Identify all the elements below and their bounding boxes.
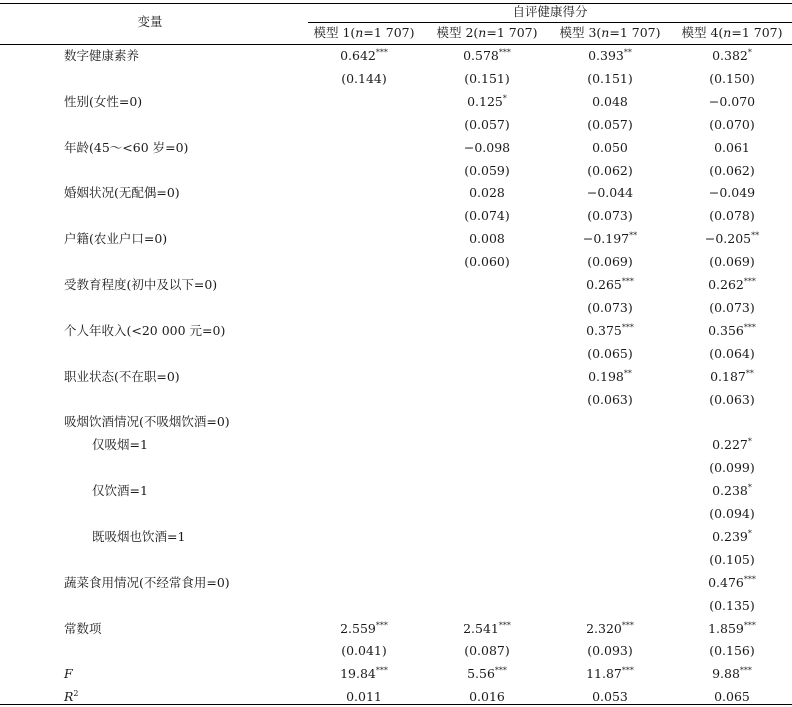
r-symbol: R	[64, 689, 74, 705]
model-header-1: 模型 1(n=1 707)	[313, 25, 415, 40]
coefficient: −0.049	[708, 185, 756, 201]
stat-value: 11.87***	[586, 666, 634, 682]
standard-error: (0.094)	[709, 506, 755, 521]
n-symbol: n	[601, 25, 610, 40]
significance-stars: ***	[375, 666, 388, 676]
row-label: 蔬菜食用情况(不经常食用=0)	[64, 574, 230, 590]
coefficient: −0.205**	[704, 231, 760, 247]
significance-stars: **	[629, 231, 638, 241]
coefficient: 1.859***	[708, 620, 756, 636]
significance-stars: ***	[375, 48, 388, 57]
coefficient: 0.227*	[712, 437, 752, 453]
coefficient: 0.375***	[586, 322, 634, 338]
stat-value: 0.016	[469, 689, 505, 705]
stat-label	[64, 664, 73, 684]
coefficient: −0.044	[586, 185, 634, 201]
coefficient: 2.541***	[463, 620, 511, 636]
coefficient: 2.559***	[340, 620, 388, 636]
coefficient: −0.070	[708, 93, 756, 109]
model-header-3: 模型 3(n=1 707)	[559, 25, 661, 40]
significance-stars: ***	[375, 620, 388, 630]
coefficient: 0.642***	[340, 48, 388, 63]
standard-error: (0.063)	[587, 391, 633, 407]
row-label: 数字健康素养	[64, 48, 140, 63]
standard-error: (0.073)	[587, 208, 633, 224]
significance-stars: ***	[739, 666, 752, 676]
coefficient: 0.239*	[712, 528, 752, 544]
standard-error: (0.073)	[709, 299, 755, 315]
standard-error: (0.105)	[709, 551, 755, 567]
row-label: 常数项	[64, 620, 102, 636]
stat-value: 0.053	[592, 689, 628, 705]
significance-stars: ***	[743, 322, 756, 332]
significance-stars: ***	[621, 620, 634, 630]
n-symbol: n	[723, 25, 732, 40]
row-label: 既吸烟也饮酒=1	[92, 528, 186, 544]
significance-stars: ***	[621, 322, 634, 332]
coefficient: 0.262***	[708, 277, 756, 292]
significance-stars: ***	[743, 620, 756, 630]
row-label: 婚姻状况(无配偶=0)	[64, 185, 180, 201]
coefficient: 0.187**	[710, 368, 754, 384]
group-header: 自评健康得分	[512, 4, 588, 19]
significance-stars: **	[751, 231, 760, 241]
f-symbol: F	[64, 666, 73, 682]
significance-stars: ***	[743, 277, 756, 286]
coefficient: 0.393**	[588, 48, 632, 63]
stat-value: 5.56***	[467, 666, 507, 682]
row-label: 仅饮酒=1	[92, 483, 148, 499]
row-label: 吸烟饮酒情况(不吸烟饮酒=0)	[64, 414, 230, 430]
standard-error: (0.069)	[587, 254, 633, 270]
stat-value: 9.88***	[712, 666, 752, 682]
significance-stars: ***	[621, 666, 634, 676]
stat-value: 19.84***	[340, 666, 388, 682]
significance-stars: *	[747, 437, 752, 447]
coefficient: 0.061	[714, 139, 750, 155]
row-label: 性别(女性=0)	[64, 93, 143, 109]
coefficient: 2.320***	[586, 620, 634, 636]
standard-error: (0.150)	[709, 70, 755, 86]
coefficient: 0.125*	[467, 93, 507, 109]
standard-error: (0.057)	[464, 116, 510, 132]
coefficient: 0.028	[469, 185, 505, 201]
standard-error: (0.057)	[587, 116, 633, 132]
standard-error: (0.062)	[709, 162, 755, 178]
standard-error: (0.151)	[464, 70, 510, 86]
stat-value: 0.065	[714, 689, 750, 705]
coefficient: 0.476***	[708, 574, 756, 590]
standard-error: (0.064)	[709, 345, 755, 361]
stat-value: 0.011	[346, 689, 382, 705]
coefficient: 0.198**	[588, 368, 632, 384]
coefficient: 0.238*	[712, 483, 752, 499]
n-symbol: n	[355, 25, 364, 40]
superscript-two: 2	[73, 689, 79, 699]
standard-error: (0.060)	[464, 254, 510, 270]
coefficient: 0.356***	[708, 322, 756, 338]
significance-stars: *	[747, 483, 752, 493]
standard-error: (0.156)	[709, 643, 755, 659]
standard-error: (0.093)	[587, 643, 633, 659]
standard-error: (0.062)	[587, 162, 633, 178]
coefficient: −0.098	[463, 139, 511, 155]
row-label: 受教育程度(初中及以下=0)	[64, 277, 218, 292]
significance-stars: **	[623, 48, 632, 57]
coefficient: 0.382*	[712, 48, 752, 63]
model-header-2: 模型 2(n=1 707)	[436, 25, 538, 40]
significance-stars: ***	[498, 48, 511, 57]
stat-label	[64, 687, 79, 707]
significance-stars: *	[747, 48, 752, 57]
significance-stars: ***	[494, 666, 507, 676]
significance-stars: **	[623, 368, 632, 378]
model-header-4: 模型 4(n=1 707)	[681, 25, 783, 40]
row-label: 仅吸烟=1	[92, 437, 148, 453]
n-symbol: n	[478, 25, 487, 40]
coefficient: 0.048	[592, 93, 628, 109]
row-label: 年龄(45～<60 岁=0)	[64, 139, 189, 155]
significance-stars: ***	[498, 620, 511, 630]
significance-stars: ***	[743, 574, 756, 584]
coefficient: 0.265***	[586, 277, 634, 292]
header-rule	[0, 44, 792, 45]
coefficient: −0.197**	[582, 231, 638, 247]
standard-error: (0.041)	[341, 643, 387, 659]
row-label: 职业状态(不在职=0)	[64, 368, 180, 384]
standard-error: (0.078)	[709, 208, 755, 224]
coefficient: 0.050	[592, 139, 628, 155]
significance-stars: *	[502, 93, 507, 103]
standard-error: (0.065)	[587, 345, 633, 361]
standard-error: (0.073)	[587, 299, 633, 315]
standard-error: (0.070)	[709, 116, 755, 132]
standard-error: (0.135)	[709, 597, 755, 613]
standard-error: (0.099)	[709, 460, 755, 476]
significance-stars: ***	[621, 277, 634, 286]
standard-error: (0.059)	[464, 162, 510, 178]
variable-header: 变量	[137, 14, 163, 29]
standard-error: (0.063)	[709, 391, 755, 407]
significance-stars: *	[747, 528, 752, 538]
standard-error: (0.087)	[464, 643, 510, 659]
row-label: 个人年收入(<20 000 元=0)	[64, 322, 226, 338]
standard-error: (0.069)	[709, 254, 755, 270]
standard-error: (0.144)	[341, 70, 387, 86]
standard-error: (0.074)	[464, 208, 510, 224]
row-label: 户籍(农业户口=0)	[64, 231, 168, 247]
significance-stars: **	[745, 368, 754, 378]
standard-error: (0.151)	[587, 70, 633, 86]
coefficient: 0.008	[469, 231, 505, 247]
coefficient: 0.578***	[463, 48, 511, 63]
